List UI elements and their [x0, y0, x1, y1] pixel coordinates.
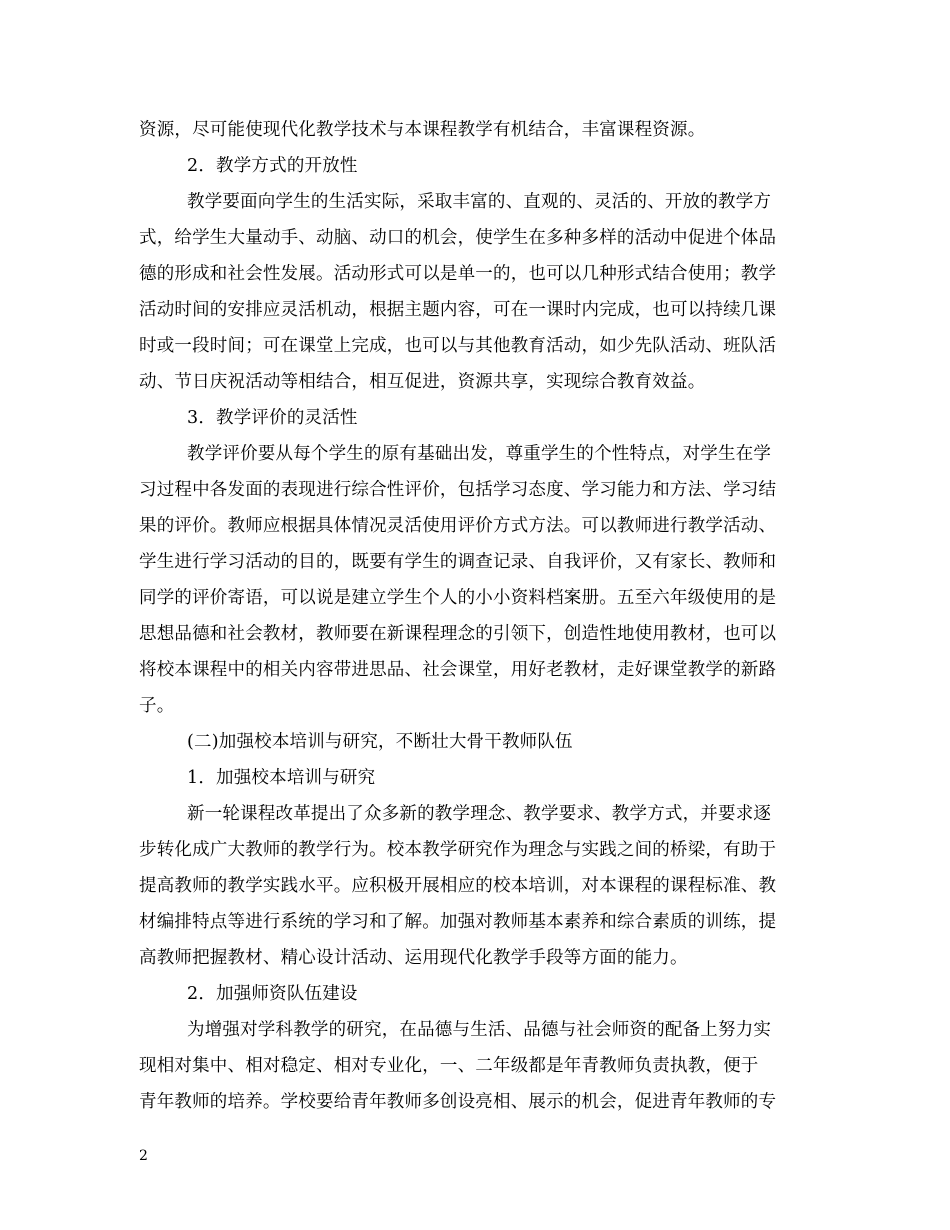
text-line: 子。 — [139, 696, 175, 716]
text-line: 为增强对学科教学的研究，在品德与生活、品德与社会师资的配备上努力实 — [187, 1020, 772, 1040]
text-line: 资源，尽可能使现代化教学技术与本课程教学有机结合，丰富课程资源。 — [139, 120, 706, 140]
text-line: 青年教师的培养。学校要给青年教师多创设亮相、展示的机会，促进青年教师的专 — [139, 1092, 777, 1112]
text-line: 教学要面向学生的生活实际，采取丰富的、直观的、灵活的、开放的教学方 — [187, 192, 772, 212]
text-line: 现相对集中、相对稳定、相对专业化，一、二年级都是年青教师负责执教，便于 — [139, 1056, 759, 1076]
page-number: 2 — [139, 1148, 148, 1164]
text-line: 教学评价要从每个学生的原有基础出发，尊重学生的个性特点，对学生在学 — [187, 444, 772, 464]
text-line: 高教师把握教材、精心设计活动、运用现代化教学手段等方面的能力。 — [139, 948, 688, 968]
text-line: 2．教学方式的开放性 — [187, 156, 358, 176]
text-line: 式，给学生大量动手、动脑、动口的机会，使学生在多种多样的活动中促进个体品 — [139, 228, 777, 248]
text-line: 活动时间的安排应灵活机动，根据主题内容，可在一课时内完成，也可以持续几课 — [139, 300, 777, 320]
text-line: 时或一段时间；可在课堂上完成，也可以与其他教育活动，如少先队活动、班队活 — [139, 336, 777, 356]
text-line: 材编排特点等进行系统的学习和了解。加强对教师基本素养和综合素质的训练，提 — [139, 912, 777, 932]
text-line: 3．教学评价的灵活性 — [187, 408, 358, 428]
text-line: 步转化成广大教师的教学行为。校本教学研究作为理念与实践之间的桥梁，有助于 — [139, 840, 777, 860]
document-body — [139, 112, 829, 1120]
text-line: 学生进行学习活动的目的，既要有学生的调查记录、自我评价，又有家长、教师和 — [139, 552, 777, 572]
text-line: 提高教师的教学实践水平。应积极开展相应的校本培训，对本课程的课程标准、教 — [139, 876, 777, 896]
text-line: 思想品德和社会教材，教师要在新课程理念的引领下，创造性地使用教材，也可以 — [139, 624, 777, 644]
text-line: 德的形成和社会性发展。活动形式可以是单一的，也可以几种形式结合使用；教学 — [139, 264, 777, 284]
text-line: 将校本课程中的相关内容带进思品、社会课堂，用好老教材，走好课堂教学的新路 — [139, 660, 777, 680]
text-line: 2．加强师资队伍建设 — [187, 984, 358, 1004]
text-line: 新一轮课程改革提出了众多新的教学理念、教学要求、教学方式，并要求逐 — [187, 804, 772, 824]
text-line: (二)加强校本培训与研究，不断壮大骨干教师队伍 — [187, 732, 573, 752]
text-line: 同学的评价寄语，可以说是建立学生个人的小小资料档案册。五至六年级使用的是 — [139, 588, 777, 608]
text-line: 动、节日庆祝活动等相结合，相互促进，资源共享，实现综合教育效益。 — [139, 372, 706, 392]
text-line: 习过程中各发面的表现进行综合性评价，包括学习态度、学习能力和方法、学习结 — [139, 480, 777, 500]
text-line: 果的评价。教师应根据具体情况灵活使用评价方式方法。可以教师进行教学活动、 — [139, 516, 777, 536]
text-line: 1．加强校本培训与研究 — [187, 768, 376, 788]
